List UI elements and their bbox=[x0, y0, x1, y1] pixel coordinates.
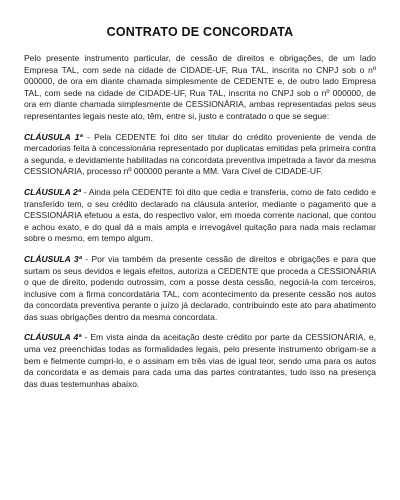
clause-2-text: - Ainda pela CEDENTE foi dito que cedia e transferia, como de fato cedido e transferido tem, o seu crédito declarado na cláusula anterior, mediante o pagamento que a CESSIONÁRIA efetuou a esta, do respectivo valor, em moeda corrente nacional, que contou e achou exato, e do qual dá a mais ampla e irrevogável quitação para nada mais reclamar sobre o mesmo, em tempo algum. bbox=[24, 186, 377, 244]
clause-1-label: CLÁUSULA 1ª bbox=[24, 131, 83, 142]
document-title: CONTRATO DE CONCORDATA bbox=[106, 25, 294, 39]
clause-3-paragraph bbox=[24, 254, 376, 324]
clause-1-paragraph bbox=[24, 132, 376, 178]
clause-4-label: CLÁUSULA 4ª bbox=[24, 332, 82, 343]
clause-2-paragraph bbox=[24, 187, 376, 245]
clause-4-text: - Em vista ainda da aceitação deste crédito por parte da CESSIONÁRIA, e, uma vez preenchidas todas as formalidades legais, pelo presente instrumento obrigam-se a bem e fielmente cumpri-lo, e o assinam em três vias de igual teor, sendo uma para os autos da concordata e as demais para cada uma das partes contratantes, tudo isso na presença das duas testemunhas abaixo. bbox=[24, 332, 376, 389]
clause-1-text: - Pela CEDENTE foi dito ser titular do crédito proveniente de venda de mercadorias feita à concessionária representado por duplicatas emitidas pela primeira contra a segunda, e devidamente habilitadas na concordata preventiva impetrada a favor da mesma CESSIONÁRIA, processo nº 000000 perante a MM. Vara Cível de CIDADE-UF. bbox=[24, 131, 376, 177]
preamble-paragraph: Pelo presente instrumento particular, de cessão de direitos e obrigações, de um lado Empresa TAL, com sede na cidade de CIDADE-UF, Rua TAL, inscrita no CNPJ sob o nº 000000, de ora em diante chamada simplesmente de CEDENTE e, de outro lado Empresa TAL, com sede na cidade de CIDADE-UF, Rua TAL, inscrita no CNPJ sob o nº 000000, de ora em diante chamada simplesmente de CESSIONÁRIA, ambas representadas pelos seus representantes legais neste ato, têm, entre si, justo e contratado o que se segue: bbox=[24, 53, 376, 121]
clause-3-label: CLÁUSULA 3ª bbox=[24, 253, 82, 264]
clause-2-label: CLÁUSULA 2ª bbox=[24, 186, 81, 197]
clause-4-paragraph bbox=[24, 332, 376, 390]
clause-3-text: - Por via também da presente cessão de direitos e obrigações e para que surtam os seus devidos e legais efeitos, autoriza a CEDENTE que proceda a CESSIONÁRIA o que de direito, podendo outrossim, com a posse desta cessão, negociá-la com terceiros, inclusive com a firma concordatária TAL, com acontecimento da presente cessão nos autos da concordata preventiva perante o juízo já declarado, contribuindo este ato para abatimento das suas obrigações dentro da mesma concordata. bbox=[24, 253, 376, 322]
